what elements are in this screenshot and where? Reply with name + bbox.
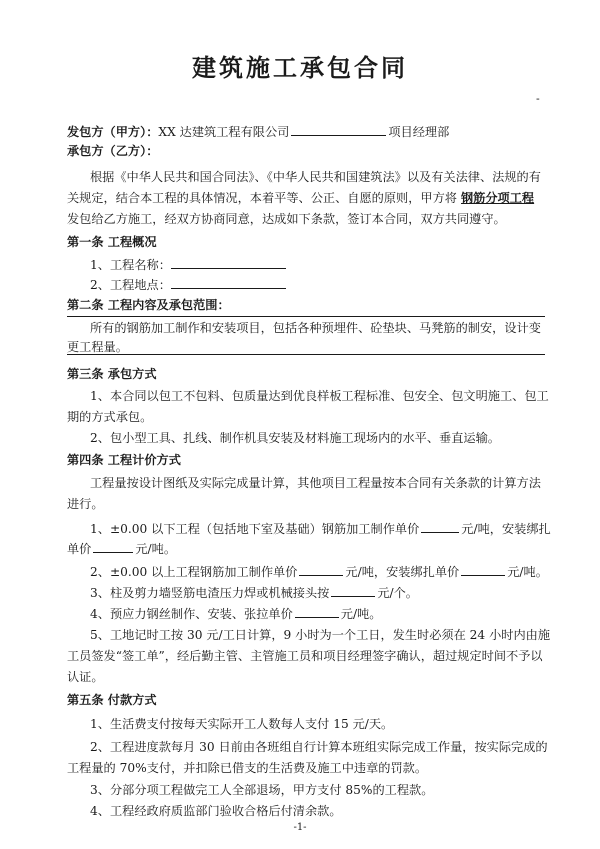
- project-name-label: 1、工程名称：: [90, 258, 171, 272]
- party-a-value: XX 达建筑工程有限公司: [158, 125, 290, 139]
- scope-line-2: 更工程量。: [67, 340, 128, 354]
- art3-line-3: 2、包小型工具、扎线、制作机具安装及材料施工现场内的水平、垂直运输。: [90, 431, 500, 445]
- article-4-heading: 第四条 工程计价方式: [67, 453, 181, 467]
- document-title: 建筑施工承包合同: [192, 54, 408, 82]
- article-2-heading: 第二条 工程内容及承包范围：: [67, 298, 230, 312]
- party-a-blank: [291, 123, 386, 136]
- project-name-blank: [171, 256, 286, 269]
- intro-line-3: 发包给乙方施工，经双方协商同意，达成如下条款，签订本合同，双方共同遵守。: [67, 212, 506, 226]
- price-item-1-blank-a: [421, 520, 459, 533]
- project-name-line: [90, 256, 286, 273]
- price-item-3-unit: 元/个。: [377, 586, 418, 600]
- price-item-1-line-b: [67, 540, 176, 557]
- art3-line-1: 1、本合同以包工不包料、包质量达到优良样板工程标准、包安全、包文明施工、包工: [90, 389, 549, 403]
- project-location-line: [90, 276, 286, 293]
- price-item-4-text: 4、预应力钢丝制作、安装、张拉单价: [90, 607, 293, 621]
- payment-line-2: 2、工程进度款每月 30 日前由各班组自行计算本班组实际完成工作量，按实际完成的: [90, 740, 548, 754]
- price-item-2-blank-a: [299, 563, 343, 576]
- rule-top: [67, 316, 545, 317]
- article-5-heading: 第五条 付款方式: [67, 693, 157, 707]
- price-item-1-line-a: [90, 520, 551, 537]
- price-item-2-unit: 元/吨。: [507, 565, 548, 579]
- art3-line-2: 期的方式承包。: [67, 410, 153, 424]
- payment-line-4: 3、分部分项工程做完工人全部退场，甲方支付 85%的工程款。: [90, 783, 434, 797]
- payment-line-3: 工程量的 70%支付，并扣除已借支的生活费及施工中违章的罚款。: [67, 761, 428, 775]
- party-b-label: 承包方（乙方）：: [67, 144, 159, 158]
- payment-line-1: 1、生活费支付按每天实际开工人数每人支付 15 元/天。: [90, 717, 394, 731]
- price-item-3-blank: [331, 584, 375, 597]
- scope-line-1: 所有的钢筋加工制作和安装项目，包括各种预埋件、砼垫块、马凳筋的制安，设计变: [90, 321, 541, 335]
- price-item-1-text: 1、±0.00 以下工程（包括地下室及基础）钢筋加工制作单价: [90, 522, 420, 536]
- project-location-label: 2、工程地点：: [90, 278, 171, 292]
- payment-line-5: 4、工程经政府质监部门验收合格后付清余款。: [90, 804, 342, 818]
- party-a-label: 发包方（甲方）：: [67, 125, 159, 139]
- price-item-4-unit: 元/吨。: [340, 607, 382, 621]
- party-a-suffix: 项目经理部: [388, 125, 450, 139]
- price-item-2-mid: 元/吨，安装绑扎单价: [345, 565, 460, 579]
- price-item-2-line: [90, 563, 548, 580]
- price-item-2-text: 2、±0.00 以上工程钢筋加工制作单价: [90, 565, 298, 579]
- price-item-5-line-1: 5、工地记时工按 30 元/工日计算，9 小时为一个工日，发生时必须在 24 小时内由施: [90, 628, 551, 642]
- intro-line-2: [67, 190, 534, 206]
- price-item-4-line: [90, 605, 381, 622]
- article-1-heading: 第一条 工程概况: [67, 235, 157, 249]
- art4-line-1: 工程量按设计图纸及实际完成量计算，其他项目工程量按本合同有关条款的计算方法: [90, 476, 541, 490]
- price-item-5-line-2: 工员签发“签工单”，经后勤主管、主管施工员和项目经理签字确认，超过规定时间不予以: [67, 649, 543, 663]
- intro-line-1: 根据《中华人民共和国合同法》、《中华人民共和国建筑法》以及有关法律、法规的有: [90, 170, 541, 184]
- price-item-4-blank: [295, 605, 339, 618]
- price-item-3-line: [90, 584, 418, 601]
- corner-mark: -: [536, 92, 540, 105]
- price-item-5-line-3: 认证。: [67, 670, 104, 684]
- article-3-heading: 第三条 承包方式: [67, 367, 157, 381]
- price-item-1-unit-b: 元/吨。: [135, 542, 177, 556]
- party-a-line: [67, 123, 449, 140]
- price-item-2-blank-b: [461, 563, 505, 576]
- party-b-line: [67, 143, 158, 159]
- price-item-1-unit: 元/吨，安装绑扎: [461, 522, 551, 536]
- project-location-blank: [171, 276, 286, 289]
- price-item-3-text: 3、柱及剪力墙竖筋电渣压力焊或机械接头按: [90, 586, 330, 600]
- price-item-1-blank-b: [93, 540, 133, 553]
- art4-line-2: 进行。: [67, 497, 104, 511]
- page-number: -1-: [293, 822, 307, 833]
- price-item-1-text-b: 单价: [67, 542, 92, 556]
- intro-project-name: 钢筋分项工程: [461, 191, 535, 205]
- rule-bottom: [67, 354, 545, 355]
- intro-line-2-text: 关规定，结合本工程的具体情况，本着平等、公正、自愿的原则，甲方将: [67, 191, 457, 205]
